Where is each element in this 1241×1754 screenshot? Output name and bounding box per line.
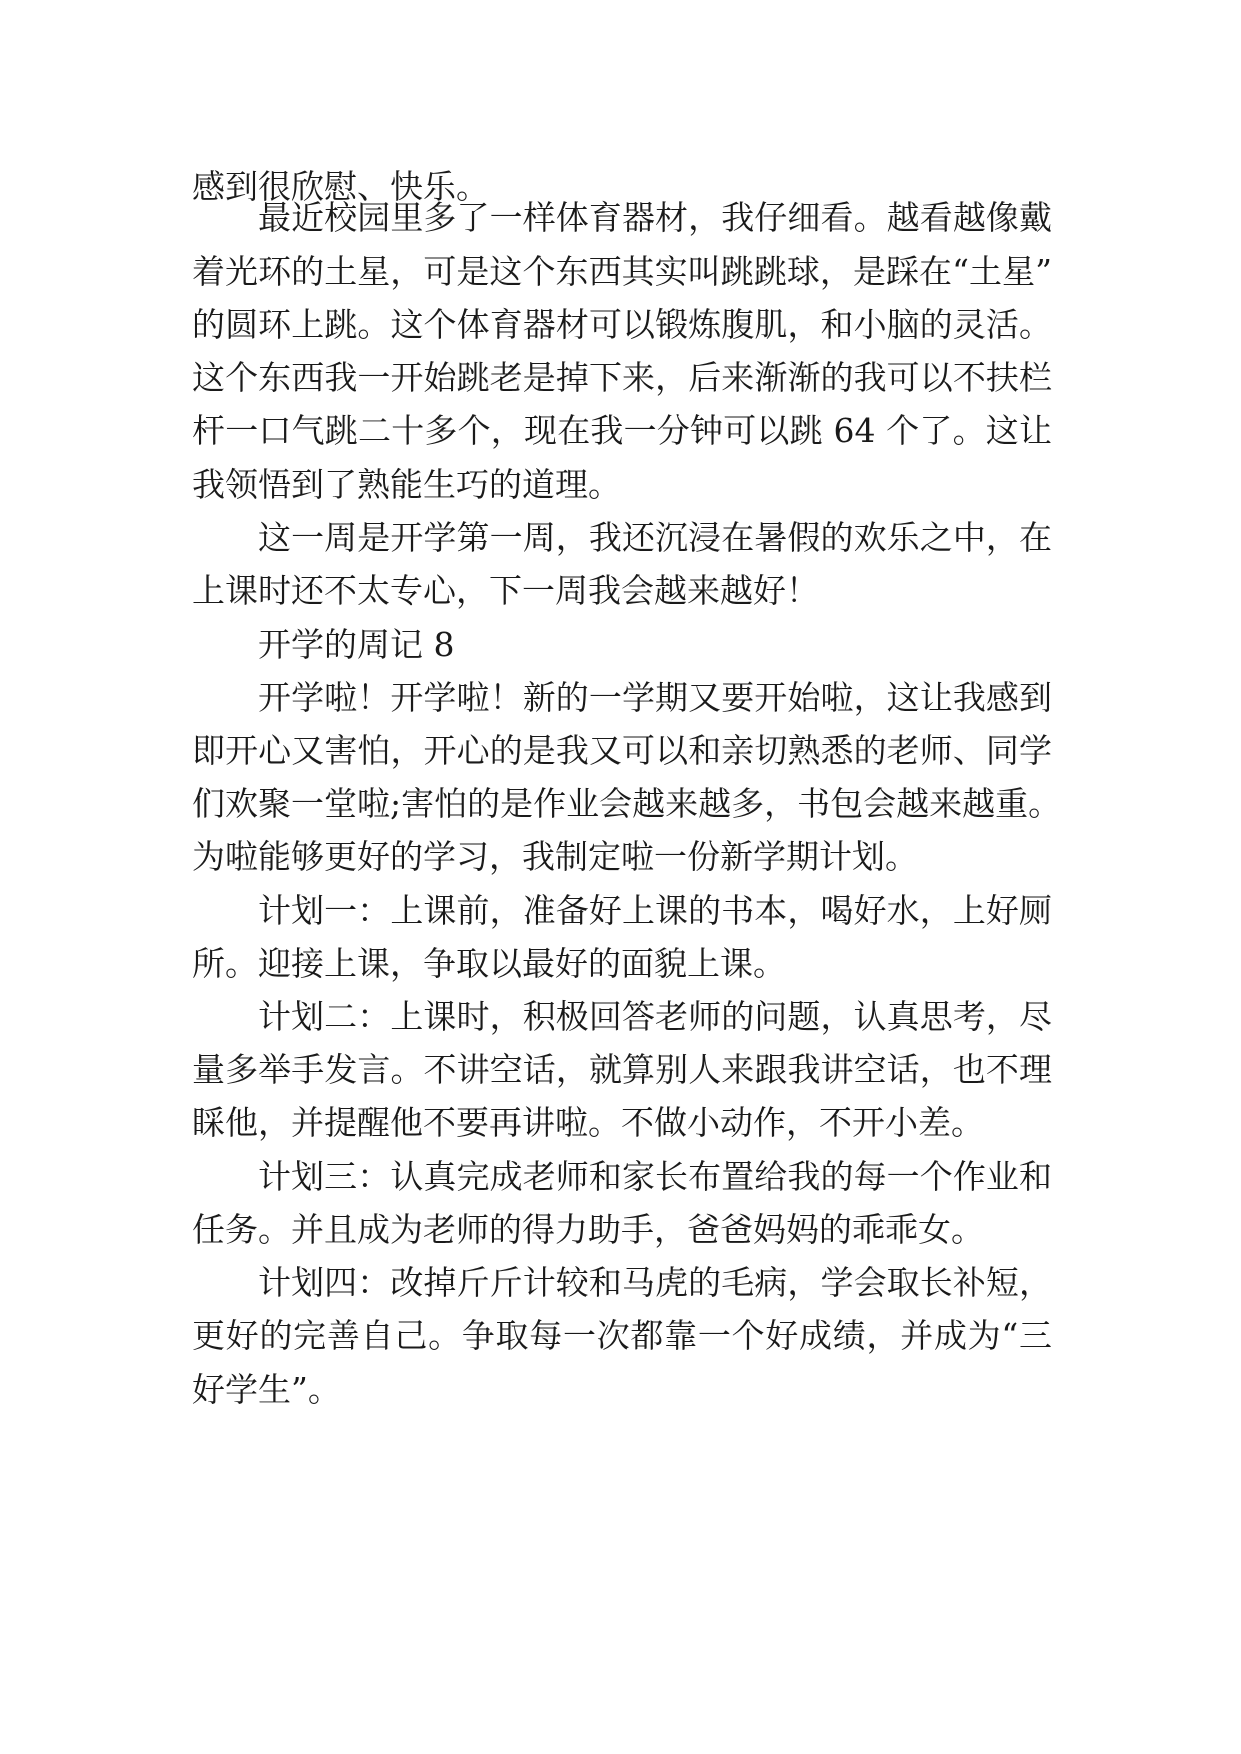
paragraph-first-line: 开学啦！开学啦！新的一学期又要开始啦，这让我感到 xyxy=(258,678,1052,717)
text-line: 的圆环上跳。这个体育器材可以锻炼腹肌，和小脑的灵活。 xyxy=(192,305,1052,344)
text-line: 更好的完善自己。争取每一次都靠一个好成绩，并成为“三 xyxy=(192,1316,1052,1355)
section-heading: 开学的周记 8 xyxy=(258,625,455,664)
text-line: 们欢聚一堂啦;害怕的是作业会越来越多，书包会越来越重。 xyxy=(192,784,1062,823)
text-line: 着光环的土星，可是这个东西其实叫跳跳球，是踩在“土星” xyxy=(192,252,1052,291)
text-line: 所。迎接上课，争取以最好的面貌上课。 xyxy=(192,944,786,983)
text-line: 任务。并且成为老师的得力助手，爸爸妈妈的乖乖女。 xyxy=(192,1210,984,1249)
paragraph-first-line: 计划四：改掉斤斤计较和马虎的毛病，学会取长补短， xyxy=(258,1263,1052,1302)
text-line: 上课时还不太专心，下一周我会越来越好！ xyxy=(192,571,819,610)
paragraph-first-line: 计划一：上课前，准备好上课的书本，喝好水，上好厕 xyxy=(258,891,1052,930)
text-line: 我领悟到了熟能生巧的道理。 xyxy=(192,465,621,504)
text-line: 为啦能够更好的学习，我制定啦一份新学期计划。 xyxy=(192,837,918,876)
text-line: 量多举手发言。不讲空话，就算别人来跟我讲空话，也不理 xyxy=(192,1050,1052,1089)
text-line: 杆一口气跳二十多个，现在我一分钟可以跳 64 个了。这让 xyxy=(192,411,1052,450)
paragraph-first-line: 这一周是开学第一周，我还沉浸在暑假的欢乐之中，在 xyxy=(258,518,1052,557)
text-line: 感到很欣慰、快乐。 xyxy=(192,167,489,206)
text-line: 好学生”。 xyxy=(192,1370,341,1409)
paragraph-first-line: 计划二：上课时，积极回答老师的问题，认真思考，尽 xyxy=(258,997,1052,1036)
paragraph-first-line: 最近校园里多了一样体育器材，我仔细看。越看越像戴 xyxy=(258,198,1052,237)
text-line: 睬他，并提醒他不要再讲啦。不做小动作，不开小差。 xyxy=(192,1103,984,1142)
text-line: 这个东西我一开始跳老是掉下来，后来渐渐的我可以不扶栏 xyxy=(192,358,1052,397)
paragraph-first-line: 计划三：认真完成老师和家长布置给我的每一个作业和 xyxy=(258,1157,1052,1196)
text-line: 即开心又害怕，开心的是我又可以和亲切熟悉的老师、同学 xyxy=(192,731,1052,770)
